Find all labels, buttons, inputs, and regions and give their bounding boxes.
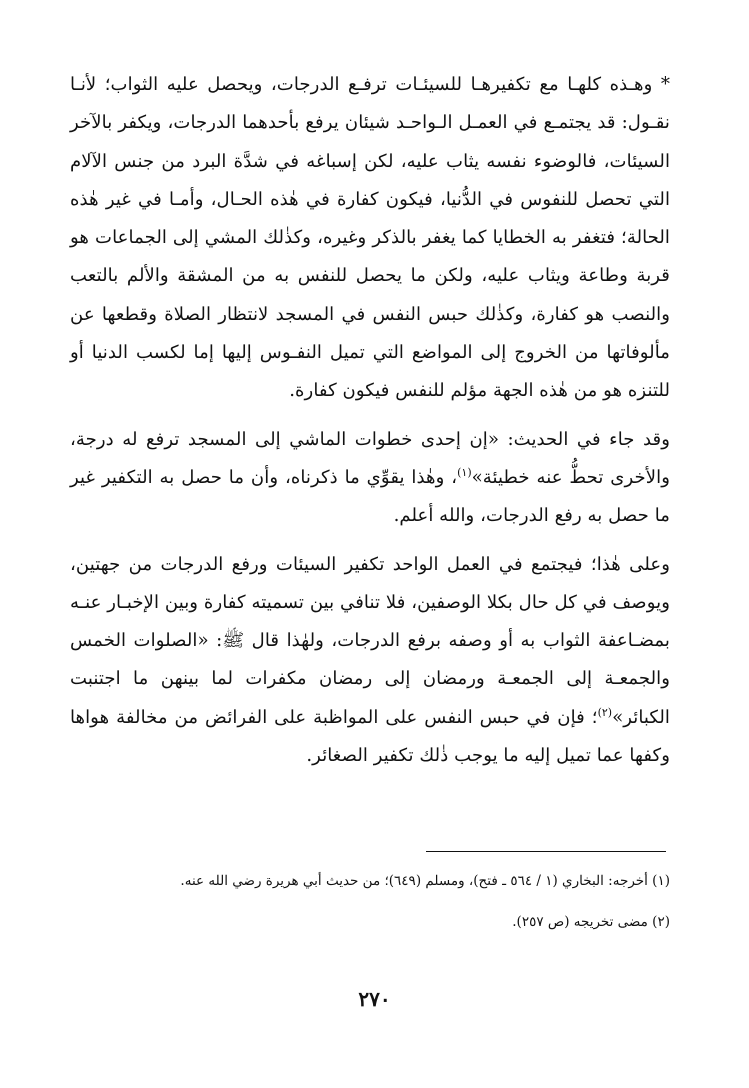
- footnote-ref-1: (١): [457, 465, 472, 479]
- paragraph-2: [70, 421, 670, 536]
- footnote-divider: [426, 851, 666, 852]
- footnote-1-number: (١): [652, 873, 670, 889]
- paragraph-3: [70, 546, 670, 776]
- footnote-1-text: أخرجه: البخاري (١ / ٥٦٤ ـ فتح)، ومسلم (٦٤٩)؛ من حديث أبي هريرة رضي الله عنه.: [180, 873, 648, 889]
- footnote-1: [70, 866, 670, 897]
- paragraph-2-text: وقد جاء في الحديث: «إن إحدى خطوات الماشي إلى المسجد ترفع له درجة، والأخرى تحطُّ عنه خطيئة»: [70, 428, 670, 488]
- paragraph-1: * وهـذه كلهـا مع تكفيرهـا للسيئـات ترفـع الدرجات، ويحصل عليه الثواب؛ لأنـا نقـول: قد يجتمـع في العمـل الـواحـد شيئان يرفع بأحدهما الدرجات، ويكفر بالآخر السيئات، فالوضوء نفسه يثاب عليه، لكن إسباغه في شدَّة البرد من جنس الآلام التي تحصل للنفوس في الدُّنيا، فيكون كفارة في هٰذه الحـال، وأمـا في غير هٰذه الحالة؛ فتغفر به الخطايا كما يغفر بالذكر وغيره، وكذٰلك المشي إلى الجماعات هو قربة وطاعة ويثاب عليه، ولكن ما يحصل للنفس به من المشقة والألم بالتعب والنصب هو كفارة، وكذٰلك حبس النفس في المسجد لانتظار الصلاة وقطعها عن مألوفاتها من الخروج إلى المواضع التي تميل النفـوس إليها إما لكسب الدنيا أو للتنزه هو من هٰذه الجهة مؤلم للنفس فيكون كفارة.: [70, 74, 670, 402]
- footnotes: [70, 866, 670, 938]
- page-body: [70, 66, 670, 775]
- footnote-2-number: (٢): [652, 914, 670, 930]
- footnote-2-text: مضى تخريجه (ص ٢٥٧).: [512, 914, 648, 930]
- footnote-ref-2: (٢): [597, 705, 613, 719]
- page-number: ٢٧٠: [358, 987, 391, 1011]
- footnote-2: [70, 907, 670, 938]
- paragraph-3-text-continued: ؛ فإن في حبس النفس على المواظبة على الفرائض من مخالفة هواها وكفها عما تميل إليه ما يوجب ذٰلك تكفير الصغائر.: [70, 706, 670, 767]
- paragraph-3-text: وعلى هٰذا؛ فيجتمع في العمل الواحد تكفير السيئات ورفع الدرجات من جهتين، ويوصف في كل حال بكلا الوصفين، فلا تنافي بين تسميته كفارة وبين الإخبـار عنـه بمضـاعفة الثواب به أو وصفه برفع الدرجات، ولهٰذا قال ﷺ: «الصلوات الخمس والجمعـة إلى الجمعـة ورمضان إلى رمضان مكفرات لما بينهن ما اجتنبت الكبائر»: [70, 553, 670, 728]
- paragraph-2-text-continued: ، وهٰذا يقوِّي ما ذكرناه، وأن ما حصل به التكفير غير ما حصل به رفع الدرجات، والله أعلم.: [70, 466, 670, 527]
